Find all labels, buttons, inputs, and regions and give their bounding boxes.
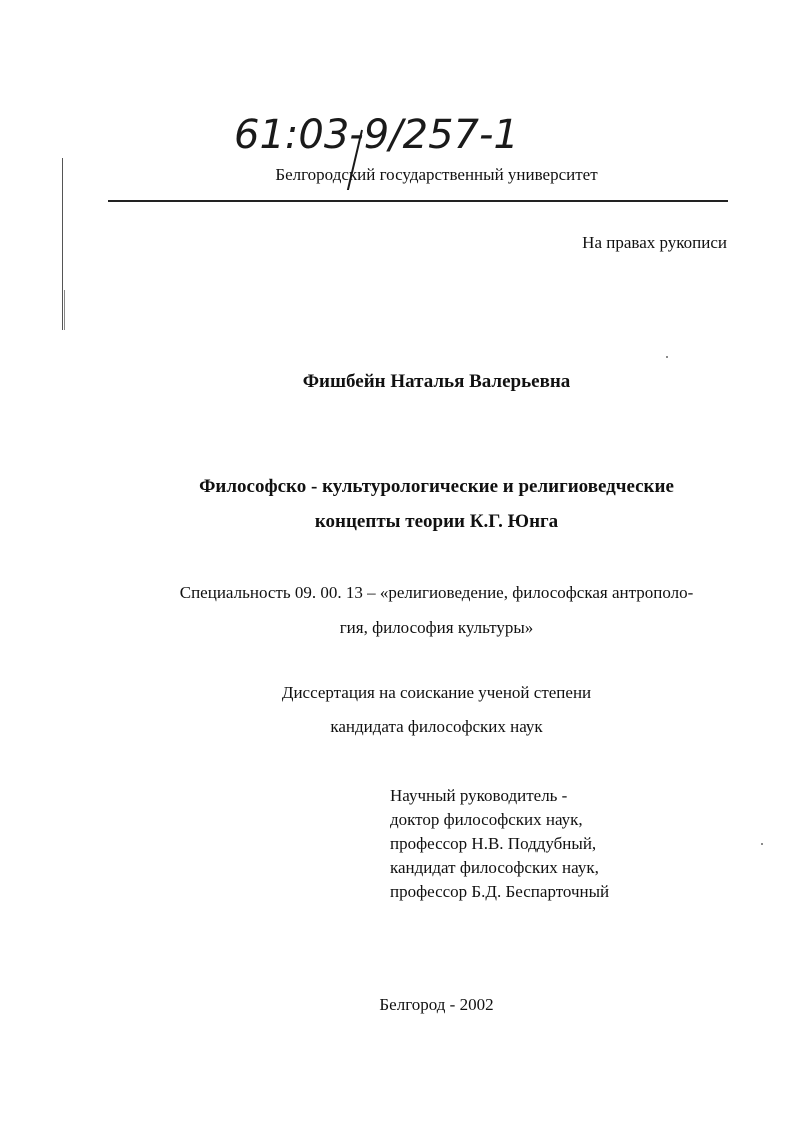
city-year: Белгород - 2002: [379, 995, 494, 1014]
header-rule: [108, 200, 728, 202]
margin-mark-secondary: [64, 290, 65, 330]
advisor-line: Научный руководитель -: [390, 786, 568, 805]
scan-speck: [666, 356, 668, 358]
university-name: Белгородский государственный университет: [275, 165, 598, 184]
dissertation-line-2: кандидата философских наук: [330, 717, 543, 736]
advisor-block: [390, 784, 609, 904]
advisor-line: кандидат философских наук,: [390, 858, 599, 877]
thesis-title-line-1: Философско - культурологические и религиоведческие: [199, 476, 674, 497]
thesis-title-line-2: концепты теории К.Г. Юнга: [314, 511, 559, 532]
advisor-line: профессор Н.В. Поддубный,: [390, 834, 597, 853]
manuscript-note: На правах рукописи: [582, 233, 727, 252]
dissertation-line-1: Диссертация на соискание ученой степени: [281, 683, 592, 702]
advisor-line: доктор философских наук,: [390, 810, 583, 829]
author-name: Фишбейн Наталья Валерьевна: [302, 371, 571, 392]
scan-speck: [761, 843, 763, 845]
advisor-line: профессор Б.Д. Беспарточный: [390, 882, 610, 901]
specialty-line-2: гия, философия культуры»: [339, 618, 534, 637]
handwritten-code: 61:03-9/257-1: [234, 112, 519, 158]
specialty-line-1: Специальность 09. 00. 13 – «религиоведение, философская антрополо-: [179, 583, 694, 602]
